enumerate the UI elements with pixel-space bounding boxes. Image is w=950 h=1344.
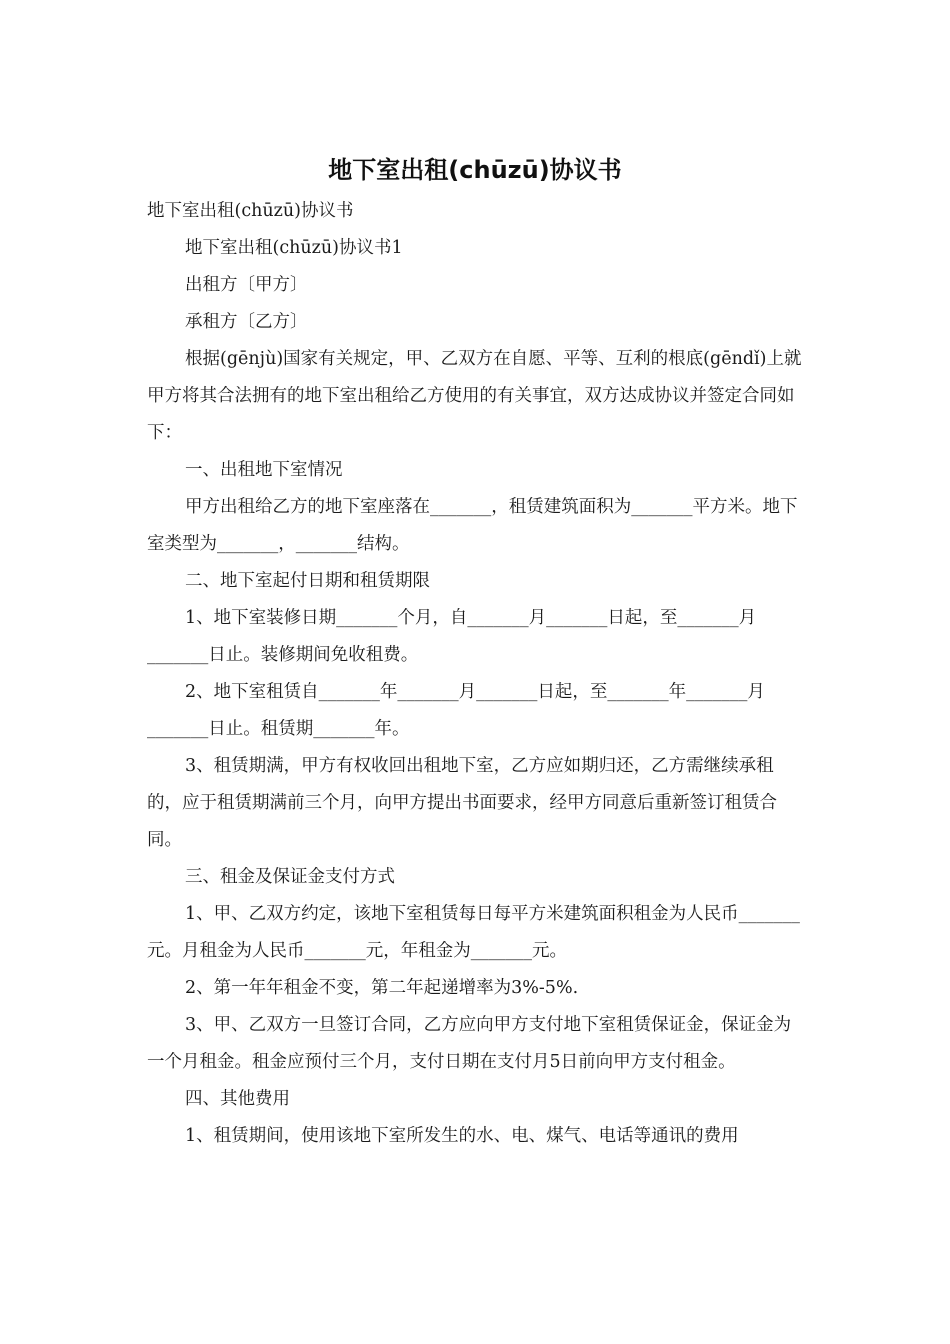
document-body [147,193,807,1155]
paragraph-13: 2、第一年年租金不变，第二年起递增率为3%-5%. [185,978,579,998]
paragraph-12: 1、甲、乙双方约定，该地下室租赁每日每平方米建筑面积租金为人民币_______元。月租金为人民币_______元，年租金为_______元。 [147,904,800,961]
paragraph-3: 承租方〔乙方〕 [185,312,308,332]
paragraph-2: 出租方〔甲方〕 [185,275,308,295]
paragraph-8: 1、地下室装修日期_______个月，自_______月_______日起，至_______月_______日止。装修期间免收租费。 [147,608,757,665]
paragraph-1: 地下室出租(chūzū)协议书1 [185,238,403,258]
paragraph-16: 1、租赁期间，使用该地下室所发生的水、电、煤气、电话等通讯的费用 [185,1126,739,1146]
section-heading-4: 四、其他费用 [185,1089,290,1109]
paragraph-0: 地下室出租(chūzū)协议书 [147,201,354,221]
section-heading-3: 三、租金及保证金支付方式 [185,867,395,887]
document-title: 地下室出租(chūzū)协议书 [328,156,622,184]
paragraph-6: 甲方出租给乙方的地下室座落在_______，租赁建筑面积为_______平方米。地下室类型为_______，_______结构。 [147,497,798,554]
section-heading-1: 一、出租地下室情况 [185,460,343,480]
paragraph-4: 根据(gēnjù)国家有关规定，甲、乙双方在自愿、平等、互利的根底(gēndǐ)上就甲方将其合法拥有的地下室出租给乙方使用的有关事宜，双方达成协议并签定合同如下： [147,349,802,443]
section-heading-2: 二、地下室起付日期和租赁期限 [185,571,430,591]
paragraph-9: 2、地下室租赁自_______年_______月_______日起，至_______年_______月_______日止。租赁期_______年。 [147,682,765,739]
paragraph-10: 3、租赁期满，甲方有权收回出租地下室，乙方应如期归还，乙方需继续承租的，应于租赁期满前三个月，向甲方提出书面要求，经甲方同意后重新签订租赁合同。 [147,756,777,850]
paragraph-14: 3、甲、乙双方一旦签订合同，乙方应向甲方支付地下室租赁保证金，保证金为一个月租金。租金应预付三个月，支付日期在支付月5日前向甲方支付租金。 [147,1015,792,1072]
